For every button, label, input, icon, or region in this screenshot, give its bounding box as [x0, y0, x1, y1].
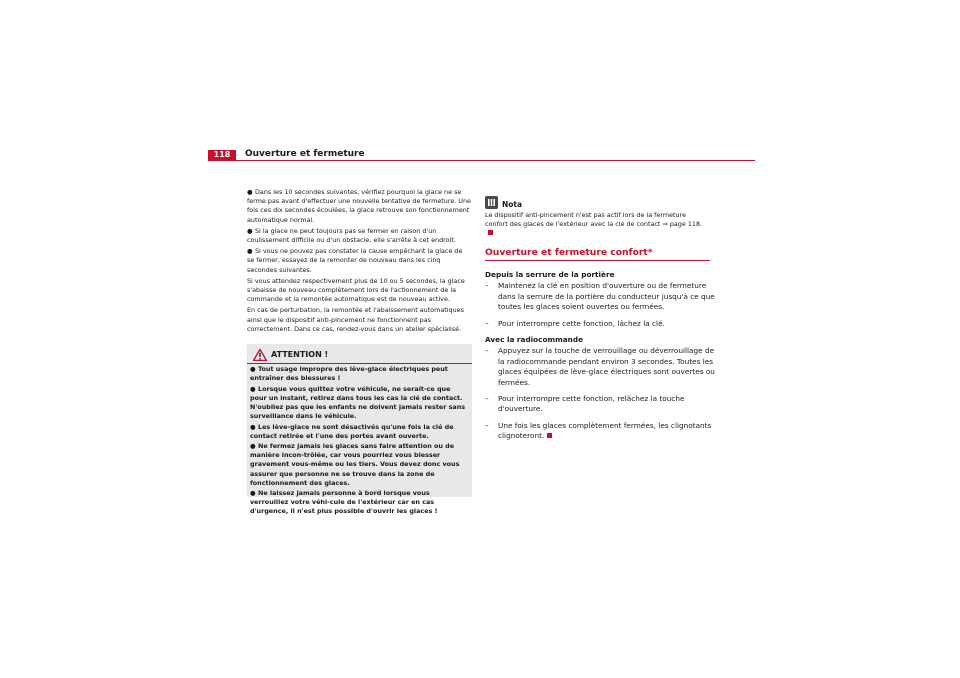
warning-item: ● Tout usage impropre des lève-glace électriques peut entraîner des blessures !: [250, 365, 448, 383]
bullet-icon: ●: [247, 247, 253, 256]
warning-item: ● Ne fermez jamais les glaces sans faire attention ou de manière incon-trôlée, car vous pourriez vous blesser gravement vous-même ou les tiers. Vous devez donc vous assurer que personne ne se trouve dans la zone de fonctionnement des glaces.: [250, 442, 460, 487]
warning-rule: [247, 363, 472, 364]
dash-icon: –: [485, 318, 489, 328]
section-body: [485, 270, 715, 448]
section-rule: [485, 260, 710, 261]
section-title: Ouverture et fermeture confort*: [485, 247, 653, 258]
subsection-heading: Depuis la serrure de la portière: [485, 270, 615, 279]
dash-icon: –: [485, 281, 489, 291]
chapter-title: Ouverture et fermeture: [245, 149, 365, 159]
dash-icon: –: [485, 420, 489, 430]
warning-item: ● Les lève-glace ne sont désactivés qu'une fois la clé de contact retirée et l'une des portes avant ouverte.: [250, 422, 454, 440]
bullet-icon: ●: [247, 188, 253, 196]
paragraph: En cas de perturbation, la remontée et l'abaissement automatiques ainsi que le dispositif anti-pincement ne fonctionnent pas correctement. Dans ce cas, rendez-vous dans un atelier spécialisé.: [247, 306, 464, 333]
paragraph: ● Dans les 10 secondes suivantes, vérifiez pourquoi la glace ne se ferme pas avant d'effectuer une nouvelle tentative de fermeture. Une fois ces dix secondes écoulées, la glace retrouve son fonctionnement automatique normal.: [247, 188, 471, 224]
paragraph: Si vous attendez respectivement plus de 10 ou 5 secondes, la glace s'abaisse de nouveau complètement lors de l'actionnement de la commande et la remontée automatique est de nouveau active.: [247, 276, 465, 304]
dash-icon: –: [485, 346, 489, 356]
bullet-icon: ●: [250, 384, 256, 393]
nota-title: Nota: [502, 200, 523, 209]
warning-box: [247, 344, 472, 516]
end-marker-icon: [488, 230, 493, 235]
paragraph: ● Si vous ne pouvez pas constater la cause empêchant la glace de se fermer, essayez de la remonter de nouveau dans les cinq secondes suivantes.: [247, 247, 463, 274]
header-rule: [208, 160, 755, 161]
bullet-icon: ●: [247, 226, 253, 235]
page-number: 118: [208, 150, 236, 160]
warning-item: ● Ne laissez jamais personne à bord lorsque vous verrouillez votre véhi-cule de l'extérieur car en cas d'urgence, il n'est plus possible d'ouvrir les glaces !: [250, 489, 438, 516]
step-item: – Appuyez sur la touche de verrouillage ou déverrouillage de la radiocommande pendant environ 3 secondes. Toutes les glaces équipées de lève-glace électriques sont ouvertes ou fermées.: [485, 346, 715, 387]
subsection-heading: Avec la radiocommande: [485, 335, 584, 345]
info-note-icon: [485, 196, 498, 209]
warning-item: ● Lorsque vous quittez votre véhicule, ne serait-ce que pour un instant, retirez dans tous les cas la clé de contact. N'oubliez pas que les enfants ne doivent jamais rester sans surveillance dans le véhicule.: [250, 384, 466, 420]
bullet-icon: ●: [250, 422, 256, 431]
step-item: – Maintenez la clé en position d'ouverture ou de fermeture dans la serrure de la portière du conducteur jusqu'à ce que toutes les glaces soient ouvertes ou fermées.: [485, 281, 715, 312]
warning-title: ATTENTION !: [271, 350, 329, 360]
bullet-icon: ●: [250, 489, 256, 498]
dash-icon: –: [485, 394, 489, 404]
step-item: – Pour interrompre cette fonction, lâchez la clé.: [485, 318, 665, 328]
left-column: [247, 188, 471, 336]
bullet-icon: ●: [250, 365, 256, 373]
step-item: – Pour interrompre cette fonction, relâchez la touche d'ouverture.: [485, 394, 685, 414]
paragraph: ● Si la glace ne peut toujours pas se fermer en raison d'un coulissement difficile ou d'un obstacle, elle s'arrête à cet endroit.: [247, 226, 456, 245]
step-item: – Une fois les glaces complètement fermées, les clignotants clignoteront.: [485, 420, 712, 441]
bullet-icon: ●: [250, 442, 256, 451]
nota-text: Le dispositif anti-pincement n'est pas actif lors de la fermeture confort des glaces de l'extérieur avec la clé de contact ⇒ page 118.: [485, 211, 710, 239]
warning-triangle-icon: [253, 349, 267, 361]
warning-header: [253, 349, 328, 361]
end-marker-icon: [547, 433, 552, 438]
nota-block: [485, 196, 710, 239]
nota-header: [485, 196, 710, 209]
